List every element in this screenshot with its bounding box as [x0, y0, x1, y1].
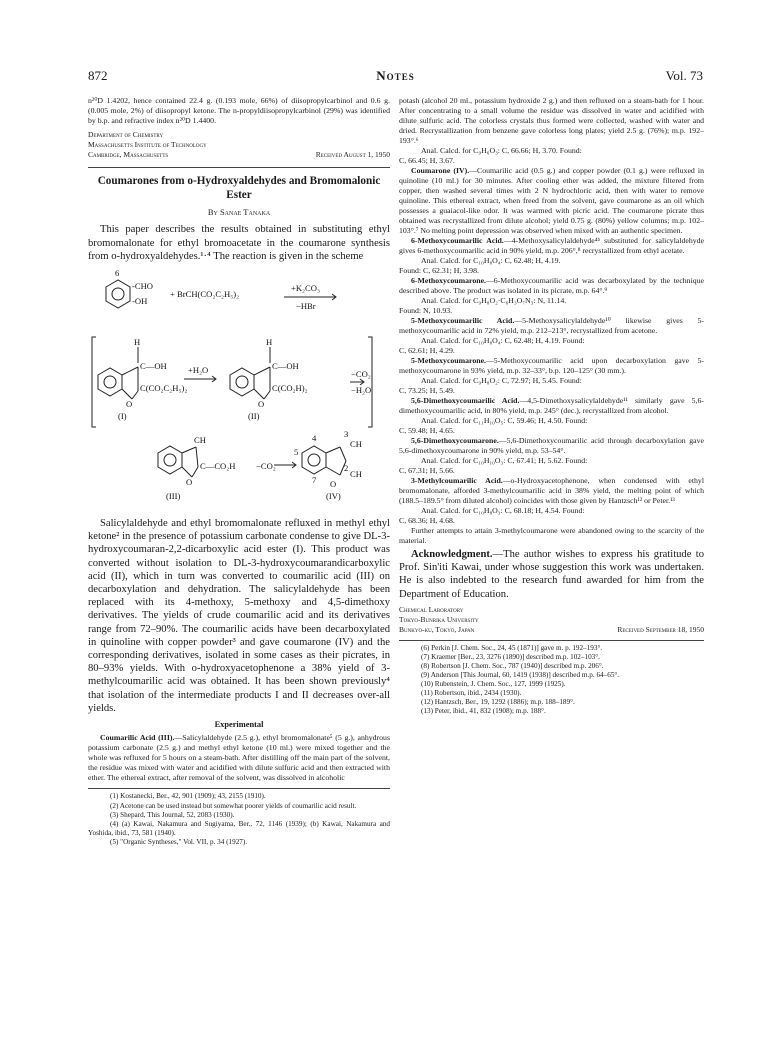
footnote: (1) Kostanecki, Ber., 42, 901 (1909); 43, 2155 (1910). [110, 792, 266, 801]
procedure-paragraph [399, 436, 704, 456]
c-oh-group: C—OH [140, 361, 167, 372]
procedure-paragraph [399, 276, 704, 296]
discussion-paragraph: Salicylaldehyde and ethyl bromomalonate refluxed in methyl ethyl ketone² in the presence of potassium carbonate condense to give DL-3-hydroxycoumaran-2,2-dicarboxylic acid ester (I). This product was converted without isolation to DL-3-hydroxycoumarandicarboxylic acid (II), which in turn was converted to coumarilic acid (III) on decarboxylation and dehydration. The salicylaldehyde has been replaced with its 4-methoxy, 5-methoxy and 4,5-dimethoxy derivatives. The yields of crude coumarilic acid and its derivatives range from 72–90%. The coumarilic acids have been decarboxylated in quinoline with copper powder³ and gave coumarone (IV) and the corresponding derivatives, isolated in some cases as their picrates, in 80–93% yields. With o-hydroxyacetophenone a 38% yield of 3-methylcoumarilic acid was obtained. It has been shown previously⁴ that isolation of the intermediate products I and II decreases over-all yields. [88, 518, 390, 714]
footnote: (12) Hantzsch, Ber., 19, 1292 (1886); m.p. 188–189°. [421, 698, 575, 707]
analysis-line: Anal. Calcd. for C₁₀H₁₀O₃: C, 67.41; H, 5.62. Found: [421, 456, 588, 465]
compound-label-i: (I) [118, 411, 127, 422]
ring-oxygen: O [330, 479, 337, 490]
address-received-row [399, 625, 704, 635]
procedure-heading: 6-Methoxycoumarone. [411, 276, 486, 285]
acknowledgment-heading: Acknowledgment. [411, 549, 493, 560]
benzene-ring [158, 446, 182, 474]
procedure-text: —o-Hydroxyacetophenone, when condensed with ethyl bromomalonate, afforded 3-methylcoumarilic acid in 38% yield, the melting point of which (188.5–189.5° from diluted alcohol) coincides with those given by Hantzsch¹² or Peter.¹³ [399, 476, 704, 505]
footnote-divider [88, 788, 390, 789]
compound-label-iv: (IV) [326, 491, 341, 502]
procedure-paragraph [399, 166, 704, 236]
reaction-scheme-svg [88, 267, 390, 513]
procedure-text: —5-Methoxysalicylaldehyde¹⁰ likewise gives 5-methoxycoumarilic acid in 72% yield, m.p. 212–213°, recrystallized from acetone. [399, 316, 705, 335]
reagent-label: + BrCH(CO₂C₂H₅)₂ [170, 289, 240, 300]
footnotes-right [399, 644, 704, 717]
address-line: Bunkyo-ku, Tokyo, Japan [399, 624, 475, 634]
procedure-text: —5-Methoxycoumarilic acid upon decarboxylation gave 5-methoxycoumarone in 93% yield, m.p. 32–33°, b.p. 120–125° (30 mm.). [399, 356, 704, 375]
aromatic-circle [112, 288, 124, 300]
position-label: 4 [312, 433, 317, 444]
section-heading-experimental: Experimental [214, 720, 264, 730]
procedure-paragraph [399, 356, 704, 376]
intro-paragraph: This paper describes the results obtained in substituting ethyl bromomalonate for ethyl bromoacetate in the coumarone synthesis from o-hydroxyaldehydes.¹·⁴ The reaction is given in the scheme [88, 224, 390, 262]
address-line: Massachusetts Institute of Technology [88, 140, 207, 149]
benzene-ring [230, 368, 254, 396]
analysis-line: C, 59.48; H, 4.65. [399, 426, 455, 435]
footnote: (10) Rubenstein, J. Chem. Soc., 127, 1999 (1925). [421, 680, 566, 689]
position-label: 7 [312, 475, 317, 486]
acknowledgment-text: —The author wishes to express his gratitude to Prof. Sin'iti Kawai, under whose suggestion this work was undertaken. He is also indebted to the research fund awarded for him from the Department of Education. [399, 549, 704, 600]
position-label: 6 [115, 268, 120, 279]
byproduct-water: −H₂O [351, 385, 372, 396]
article-title: Coumarones from o-Hydroxyaldehydes and Bromomalonic Ester [97, 175, 381, 201]
procedure-heading: 5-Methoxycoumarilic Acid. [411, 316, 515, 325]
analysis-line: C, 67.31; H, 5.66. [399, 466, 455, 475]
footnote: (5) "Organic Syntheses," Vol. VII, p. 34 (1927). [110, 837, 248, 846]
procedure-heading: 5,6-Dimethoxycoumarilic Acid. [411, 396, 520, 405]
reagent-k2co3: +K₂CO₃ [291, 283, 320, 294]
analysis-line: Found: N, 10.93. [399, 306, 453, 315]
experimental-paragraph [88, 733, 390, 783]
position-label: 5 [294, 447, 299, 458]
position-label: 2 [344, 463, 349, 474]
ring-oxygen: O [126, 399, 133, 410]
left-bracket [92, 337, 96, 427]
procedure-continuation: potash (alcohol 20 ml., potassium hydroxide 2 g.) and then refluxed on a steam-bath for 1 hour. After concentrating to a small volume the residue was dissolved in water and acidified with dilute sulfuric acid. The colorless crystals thus formed were collected, washed with water and dried. Recrystallization from benzene gave colorless long plates; yield 2.5 g. (76%); m.p. 192–193°.⁶ [399, 96, 704, 145]
c-oh-group: C—OH [272, 361, 299, 372]
byproduct-hbr: −HBr [296, 301, 316, 312]
reagent-water: +H₂O [188, 365, 209, 376]
address-line: Chemical Laboratory [399, 604, 464, 614]
byproduct-co2: −CO₂ [351, 369, 371, 380]
analysis-line: C, 73.25; H, 5.49. [399, 386, 455, 395]
procedure-heading: 5-Methoxycoumarone. [411, 356, 486, 365]
received-date: Received August 1, 1950 [315, 150, 390, 159]
position-label: 3 [344, 429, 349, 440]
footnote: (3) Shepard, This Journal, 52, 2083 (1930). [110, 810, 235, 819]
footnote: (2) Acetone can be used instead but somewhat poorer yields of coumarilic acid result. [110, 801, 357, 810]
byline: By Sanae Tanaka [207, 207, 271, 217]
analysis-line: C, 68.36; H, 4.68. [399, 516, 455, 525]
procedure-text: —6-Methoxycoumarilic acid was decarboxylated by the technique described above. The product was isolated in its picrate, m.p. 64°.⁹ [399, 276, 704, 295]
procedure-heading: 3-Methylcoumarilic Acid. [411, 476, 503, 485]
procedure-heading: Coumarone (IV). [411, 166, 470, 175]
author-address [399, 605, 704, 635]
analysis-line: C, 66.45; H, 3.67. [399, 156, 455, 165]
compound-label-iii: (III) [166, 491, 181, 502]
page-number: 872 [88, 68, 108, 83]
benzene-ring [106, 280, 130, 308]
procedure-text: —4,5-Dimethoxysalicylaldehyde¹¹ similarly gave 5,6-dimethoxycoumarilic acid, in 80% yield, m.p. 245° (dec.), recrystallized from alcohol. [399, 396, 704, 415]
benzene-ring [302, 446, 326, 474]
diacid-group: C(CO₂H)₂ [272, 383, 308, 394]
previous-article-fragment: n²⁰D 1.4202, hence contained 22.4 g. (0.193 mole, 66%) of diisopropylcarbinol and 0.6 g. (0.005 mole, 2%) of diisopropyl ketone. The n-propyldiisopropylcarbinol (29%) was identified by b.p. and refractive index n²⁰D 1.4400. [88, 96, 390, 125]
h-atom: H [266, 337, 273, 348]
acknowledgment-paragraph [399, 548, 704, 601]
procedure-heading: Coumarilic Acid (III). [100, 733, 175, 743]
procedure-paragraph [399, 236, 704, 256]
footnote: (6) Perkin [J. Chem. Soc., 24, 45 (1871)] gave m. p. 192–193°. [421, 643, 603, 652]
footnote: (8) Robertson [J. Chem. Soc., 787 (1940)] described m.p. 206°. [421, 662, 604, 670]
procedure-heading: 5,6-Dimethoxycoumarone. [411, 436, 499, 445]
analysis-line: Anal. Calcd. for C₁₀H₈O₄: C, 62.48; H, 4.19. [421, 256, 561, 265]
procedure-heading: 6-Methoxycoumarilic Acid. [411, 236, 504, 245]
footnote: (4) (a) Kawai, Nakamura and Sugiyama, Ber., 72, 1146 (1939); (b) Kawai, Nakamura and Yoshida, ibid., 73, 581 (1940). [88, 819, 390, 837]
right-column [399, 96, 704, 717]
ring-oxygen: O [186, 477, 193, 488]
analysis-line: Anal. Calcd. for C₉H₆O₃: C, 66.66; H, 3.70. Found: [421, 146, 582, 155]
right-bracket [368, 337, 372, 427]
footnote: (9) Anderson [This Journal, 60, 1419 (1938)] described m.p. 64–65°. [421, 671, 620, 680]
address-received-row [88, 150, 390, 160]
procedure-text: —4-Methoxysalicylaldehyde⁴ᵇ substituted for salicylaldehyde gives 6-methoxycoumarilic acid in 90% yield, m.p. 206°,⁸ recrystallized from ethyl acetate. [399, 236, 704, 255]
cho-group: -CHO [132, 281, 154, 292]
ch-group: CH [350, 439, 362, 450]
address-line: Tokyo-Bunrika University [399, 614, 479, 624]
previous-article-address [88, 130, 390, 160]
h-atom: H [134, 337, 141, 348]
analysis-line: Anal. Calcd. for C₁₀H₈O₃: C, 68.18; H, 4.54. Found: [421, 506, 585, 515]
received-date: Received September 18, 1950 [617, 624, 704, 634]
byproduct-co2: −CO₂ [256, 461, 276, 472]
footnote-divider [399, 640, 704, 641]
procedure-text: —Salicylaldehyde (2.5 g.), ethyl bromomalonate⁵ (5 g.), anhydrous potassium carbonate (2.5 g.) and methyl ethyl ketone (10 ml.) were mixed together and the whole was refluxed for 5 hours on a steam-bath. After distilling off the main part of the solvent, the residue was mixed with water and acidified with dilute sulfuric acid and then extracted with ether. The ethereal extract, after removal of the solvent, was dissolved in alcoholic [88, 733, 390, 783]
address-line: Cambridge, Massachusetts [88, 150, 169, 159]
procedure-paragraph [399, 316, 704, 336]
footnotes-left [88, 792, 390, 847]
carboxyl-group: C—CO₂H [200, 461, 236, 472]
diester-group: C(CO₂C₂H₅)₂ [140, 383, 188, 394]
compound-label-ii: (II) [248, 411, 260, 422]
divider [88, 167, 390, 168]
ch-group: CH [350, 469, 362, 480]
analysis-line: Anal. Calcd. for C₁₀H₈O₄: C, 62.48; H, 4.19. Found: [421, 336, 585, 345]
footnote: (7) Kraemer [Ber., 23, 3276 (1890)] described m.p. 102–103°. [421, 652, 600, 661]
address-line: Department of Chemistry [88, 130, 164, 139]
procedure-text: —5,6-Dimethoxycoumarilic acid through decarboxylation gave 5,6-dimethoxycoumarone in 90% yield, m.p. 53–54°. [399, 436, 704, 455]
volume-label: Vol. 73 [665, 68, 703, 83]
analysis-line: Anal. Calcd. for C₁₁H₁₀O₅: C, 59.46; H, 4.50. Found: [421, 416, 588, 425]
footnote: (13) Peter, ibid., 41, 832 (1908); m.p. 188°. [421, 707, 546, 716]
analysis-line: Anal. Calcd. for C₉H₈O₂: C, 72.97; H, 5.45. Found: [421, 376, 582, 385]
procedure-paragraph [399, 396, 704, 416]
oh-group: -OH [132, 296, 148, 307]
analysis-line: C, 62.61; H, 4.29. [399, 346, 455, 355]
procedure-paragraph [399, 476, 704, 506]
reaction-scheme [88, 267, 390, 513]
analysis-line: Anal. Calcd. for C₉H₈O₂·C₆H₃O₇N₃: N, 11.14. [421, 296, 567, 305]
footnote: (11) Robertson, ibid., 2434 (1930). [421, 689, 522, 698]
left-column [88, 96, 390, 847]
closing-paragraph: Further attempts to attain 3-methylcoumarone were abandoned owing to the scarcity of the material. [399, 526, 704, 545]
ring-oxygen: O [258, 399, 265, 410]
running-title: Notes [376, 68, 415, 83]
benzene-ring [98, 368, 122, 396]
analysis-line: Found: C, 62.31; H, 3.98. [399, 266, 479, 275]
page-header [88, 68, 703, 86]
ch-group: CH [194, 435, 206, 446]
procedure-text: —Coumarilic acid (0.5 g.) and copper powder (0.1 g.) were refluxed in quinoline (10 ml.) for 30 minutes. After cooling ether was added, the mixture filtered from copper, then washed several times with 2 N hydrochloric acid, then with water to remove quinoline. This ethereal extract, when freed from the solvent, gave coumarone as an oil which possesses a guaiacol-like odor. It was warmed with picric acid. The coumarone picrate thus obtained was recrystallized from dilute alcohol; yield 0.75 g. (80%) yellow columns; m.p. 102–103°.⁷ No melting point depression was observed when mixed with an authentic specimen. [399, 166, 704, 235]
